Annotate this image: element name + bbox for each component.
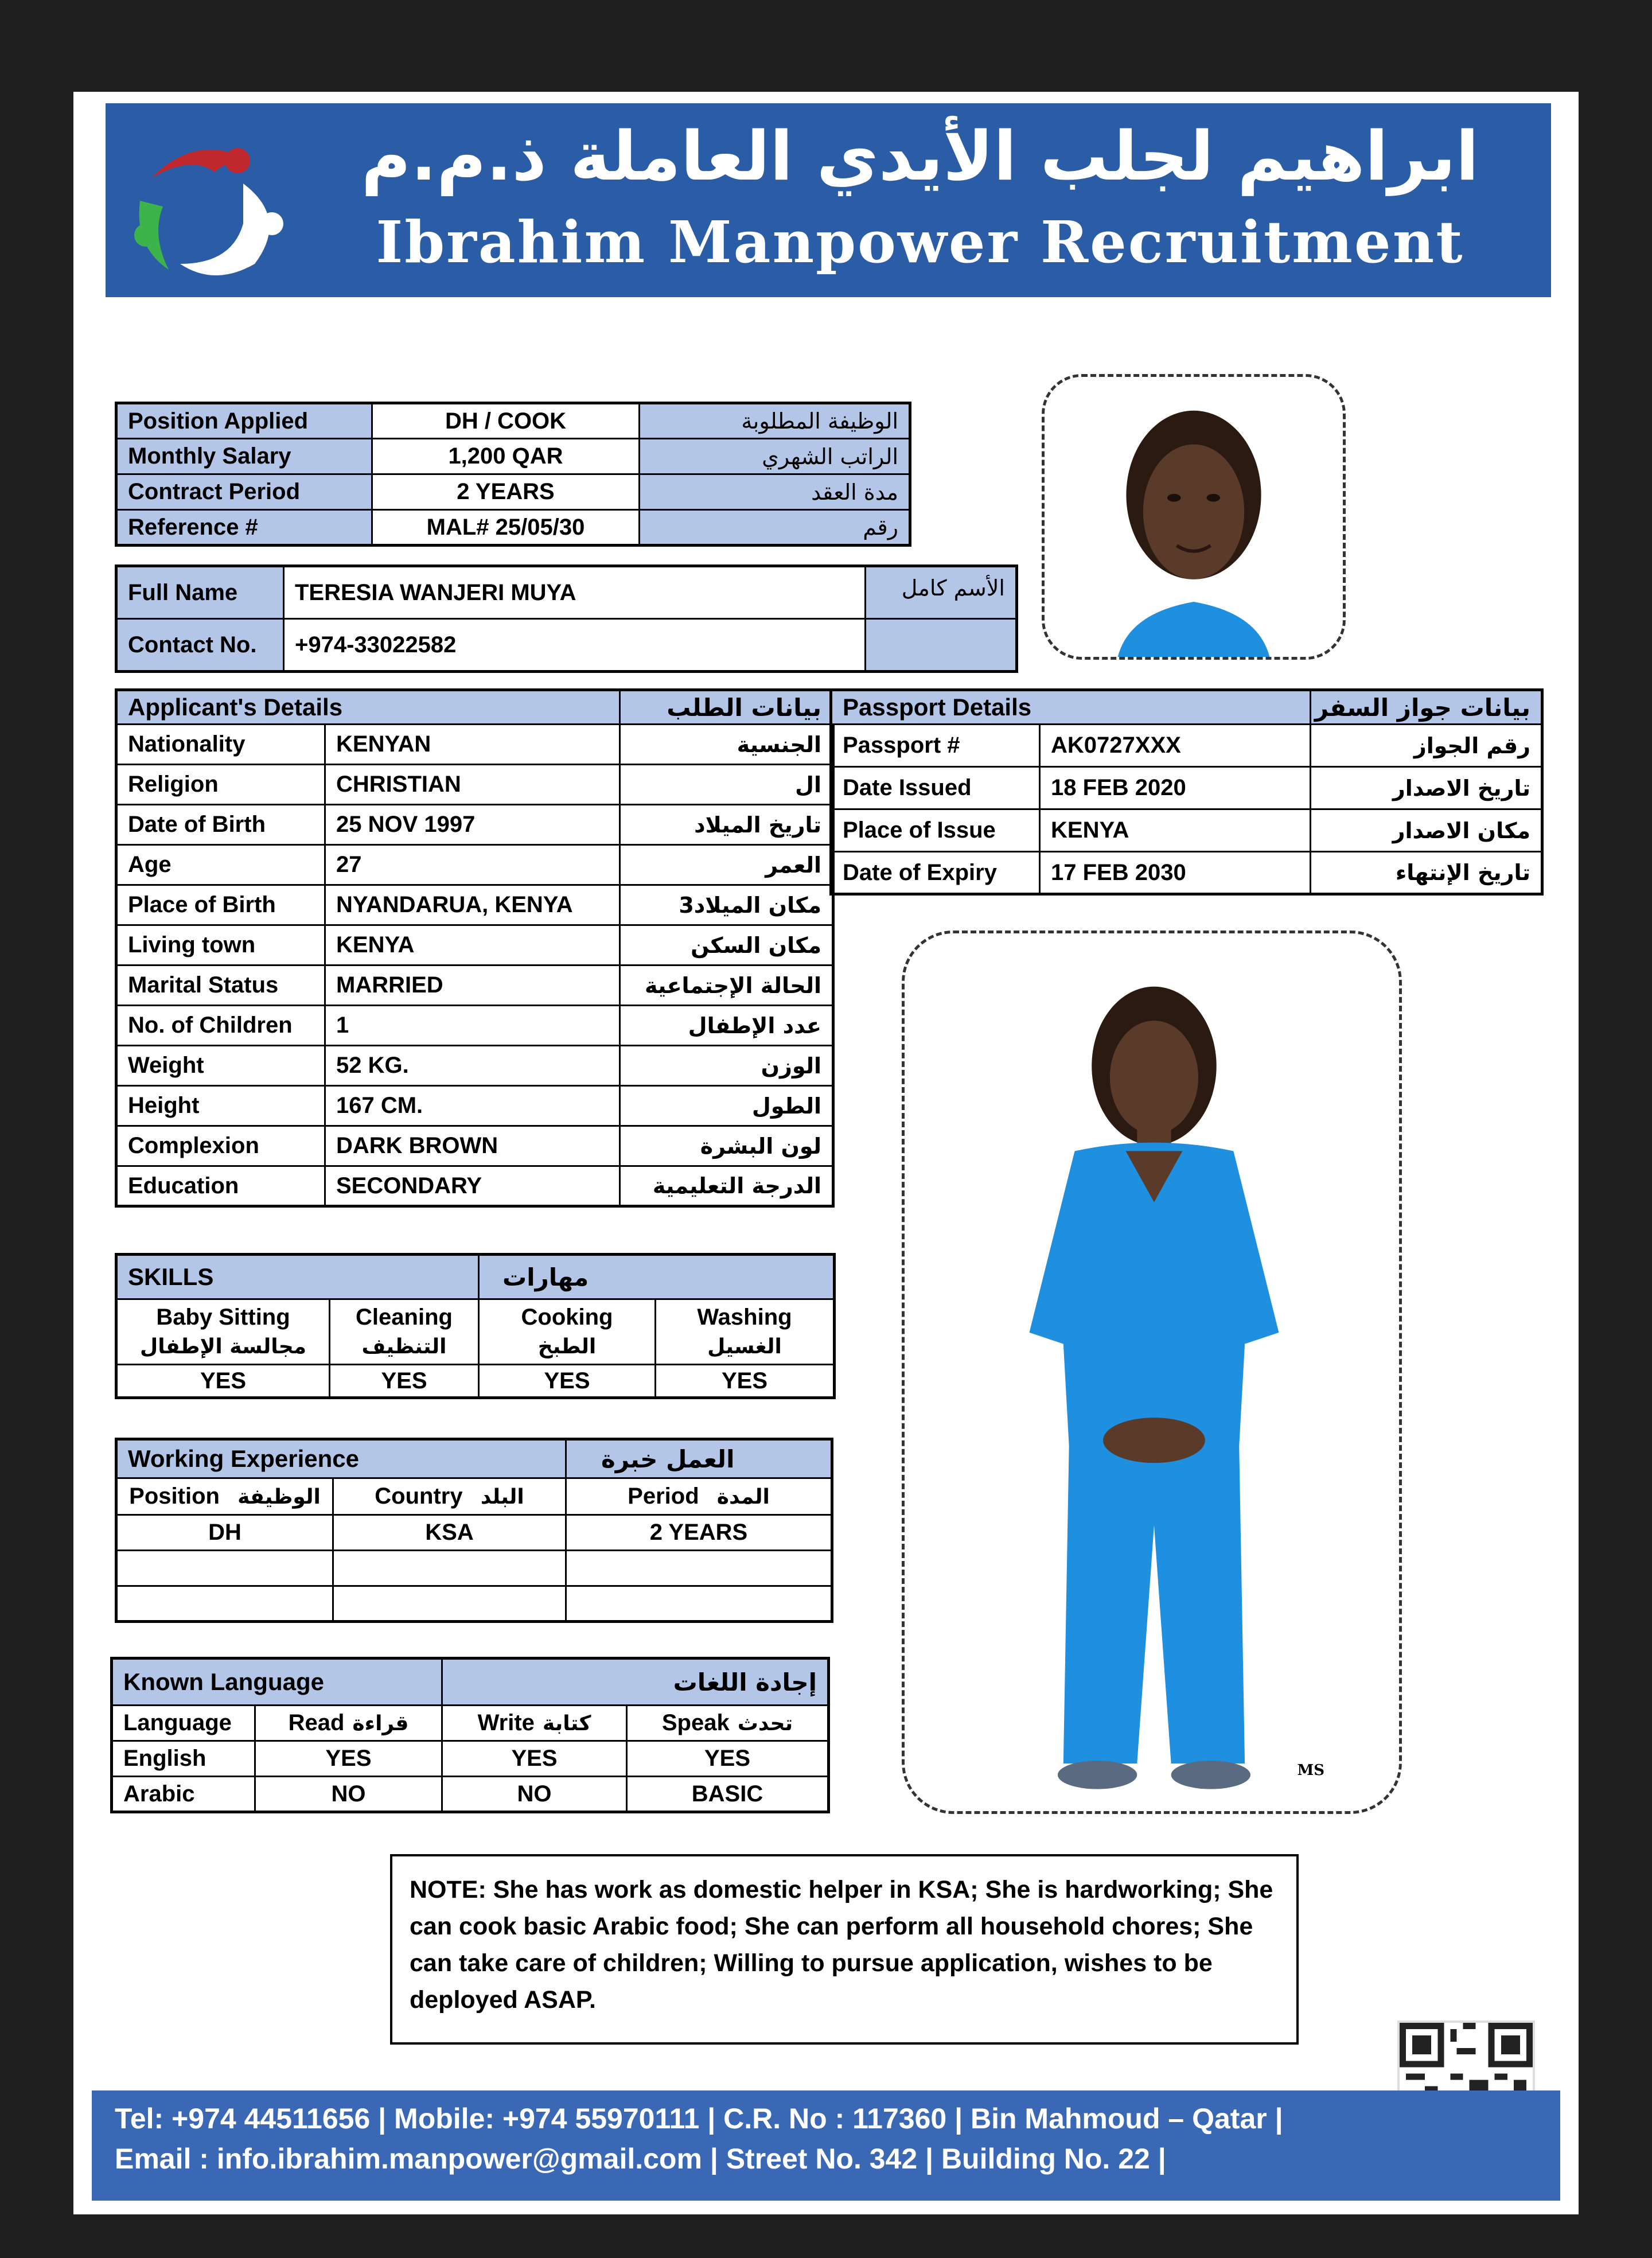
- field-value: CHRISTIAN: [325, 765, 620, 805]
- field-label: Monthly Salary: [116, 439, 372, 474]
- field-value: MARRIED: [325, 966, 620, 1006]
- position-row: [116, 403, 910, 439]
- portrait-photo: [1042, 374, 1346, 660]
- experience-row: [116, 1515, 832, 1551]
- column-header: [442, 1706, 627, 1741]
- full-name-value: TERESIA WANJERI MUYA: [284, 566, 866, 619]
- field-value: AK0727XXX: [1040, 725, 1311, 767]
- field-label: Passport #: [831, 725, 1040, 767]
- column-header-ar: قراءة: [352, 1712, 409, 1735]
- field-label-ar: الوظيفة المطلوبة: [640, 403, 910, 439]
- language-row: [112, 1741, 829, 1777]
- applicant-header-row: [116, 690, 833, 725]
- field-label: Complexion: [116, 1126, 325, 1166]
- experience-cell: [333, 1586, 566, 1622]
- skills-header-row: [116, 1255, 835, 1299]
- field-value: 27: [325, 845, 620, 885]
- column-header-ar: كتابة: [542, 1712, 591, 1735]
- column-header-en: Speak: [661, 1710, 730, 1735]
- field-label: Marital Status: [116, 966, 325, 1006]
- experience-cell: [116, 1551, 333, 1586]
- experience-header-row: [116, 1439, 832, 1478]
- company-name-arabic: ابراهيم لجلب الأيدي العاملة ذ.م.م: [361, 116, 1479, 196]
- language-cell: YES: [627, 1741, 829, 1777]
- skills-title-ar: مهارات: [479, 1255, 835, 1299]
- skill-name: [479, 1299, 656, 1365]
- passport-details-table: [829, 688, 1544, 896]
- field-value: 52 KG.: [325, 1046, 620, 1086]
- column-header-ar: المدة: [716, 1485, 770, 1509]
- experience-cell: [566, 1586, 832, 1622]
- languages-header-row: [112, 1659, 829, 1706]
- field-label-ar: مكان السكن: [620, 925, 833, 966]
- skill-value: YES: [116, 1365, 330, 1398]
- field-label-ar: الراتب الشهري: [640, 439, 910, 474]
- company-name-english: Ibrahim Manpower Recruitment W.L.L: [376, 208, 1464, 356]
- field-value: 1: [325, 1006, 620, 1046]
- column-header-en: Period: [628, 1484, 699, 1509]
- footer-email-line: Email : info.ibrahim.manpower@gmail.com | Street No. 342 | Building No. 22 |: [115, 2143, 1166, 2175]
- column-header-en: Language: [123, 1710, 232, 1735]
- applicant-title-ar: بيانات الطلب: [620, 690, 833, 725]
- experience-title: Working Experience: [116, 1439, 566, 1478]
- language-cell: NO: [442, 1777, 627, 1812]
- language-cell: English: [112, 1741, 255, 1777]
- column-header-ar: البلد: [480, 1485, 524, 1509]
- field-label-ar: تاريخ الميلاد: [620, 805, 833, 845]
- passport-row: [831, 852, 1542, 894]
- skills-values-row: [116, 1365, 835, 1398]
- field-label-ar: لون البشرة: [620, 1126, 833, 1166]
- field-value: SECONDARY: [325, 1166, 620, 1206]
- company-logo-icon: [128, 138, 301, 287]
- passport-header-row: [831, 690, 1542, 725]
- field-value: 25 NOV 1997: [325, 805, 620, 845]
- field-label-ar: رقم الجواز: [1311, 725, 1542, 767]
- column-header: [112, 1706, 255, 1741]
- applicant-row: [116, 885, 833, 925]
- experience-cell: 2 YEARS: [566, 1515, 832, 1551]
- applicant-title: Applicant's Details: [116, 690, 620, 725]
- applicant-row: [116, 925, 833, 966]
- passport-row: [831, 725, 1542, 767]
- applicant-row: [116, 765, 833, 805]
- note-box: NOTE: She has work as domestic helper in KSA; She is hardworking; She can cook basic Arabic food; She can perform all household chores; She can take care of children; Willing to pursue application, wishes to be deployed ASAP.: [390, 1854, 1299, 2045]
- experience-cell: [116, 1586, 333, 1622]
- field-label-ar: الوزن: [620, 1046, 833, 1086]
- field-label-ar: مكان الميلاد3: [620, 885, 833, 925]
- languages-columns-row: [112, 1706, 829, 1741]
- cv-page: [73, 92, 1579, 2214]
- footer-contact-bar: [92, 2090, 1560, 2201]
- position-row: [116, 474, 910, 510]
- field-label-ar: تاريخ الاصدار: [1311, 767, 1542, 809]
- passport-title-ar: بيانات جواز السفر: [1311, 690, 1542, 725]
- applicant-row: [116, 1126, 833, 1166]
- column-header-en: Write: [477, 1710, 535, 1735]
- experience-cell: [566, 1551, 832, 1586]
- languages-table: [110, 1657, 830, 1813]
- skills-table: [115, 1253, 836, 1399]
- field-label-ar: الطول: [620, 1086, 833, 1126]
- experience-title-ar: العمل خبرة: [566, 1439, 832, 1478]
- field-label-ar: الحالة الإجتماعية: [620, 966, 833, 1006]
- field-label: Nationality: [116, 725, 325, 765]
- field-label: Reference #: [116, 510, 372, 546]
- skill-value: YES: [330, 1365, 479, 1398]
- skill-name-ar: مجالسة الإطفال: [140, 1334, 306, 1358]
- full-name-label-ar: الأسم كامل: [866, 566, 1017, 619]
- position-row: [116, 510, 910, 546]
- applicant-row: [116, 1086, 833, 1126]
- experience-cell: [333, 1551, 566, 1586]
- skills-names-row: [116, 1299, 835, 1365]
- field-value: DH / COOK: [372, 403, 640, 439]
- column-header-en: Country: [375, 1484, 463, 1509]
- skill-name-en: Baby Sitting: [156, 1304, 290, 1330]
- contact-label-ar: [866, 619, 1017, 672]
- passport-title: Passport Details: [831, 690, 1311, 725]
- column-header-ar: تحدث: [737, 1712, 793, 1735]
- language-cell: Arabic: [112, 1777, 255, 1812]
- field-label: Place of Birth: [116, 885, 325, 925]
- passport-row: [831, 809, 1542, 852]
- skill-name: [116, 1299, 330, 1365]
- experience-table: [115, 1438, 833, 1623]
- skill-name: [656, 1299, 835, 1365]
- field-value: KENYAN: [325, 725, 620, 765]
- header-banner: [106, 103, 1551, 356]
- applicant-row: [116, 845, 833, 885]
- full-body-image: [905, 933, 1399, 1811]
- applicant-row: [116, 966, 833, 1006]
- applicant-row: [116, 1046, 833, 1086]
- field-value: 2 YEARS: [372, 474, 640, 510]
- field-label-ar: الجنسية: [620, 725, 833, 765]
- column-header: [627, 1706, 829, 1741]
- field-label: No. of Children: [116, 1006, 325, 1046]
- field-label-ar: عدد الإطفال: [620, 1006, 833, 1046]
- field-label: Position Applied: [116, 403, 372, 439]
- skill-name: [330, 1299, 479, 1365]
- skill-value: YES: [656, 1365, 835, 1398]
- field-label-ar: رقم: [640, 510, 910, 546]
- experience-cell: DH: [116, 1515, 333, 1551]
- photo-mark: MS: [1297, 1762, 1324, 1779]
- field-label: Date Issued: [831, 767, 1040, 809]
- experience-cell: KSA: [333, 1515, 566, 1551]
- passport-row: [831, 767, 1542, 809]
- field-value: 18 FEB 2020: [1040, 767, 1311, 809]
- experience-row: [116, 1551, 832, 1586]
- applicant-row: [116, 1166, 833, 1206]
- full-name-label: Full Name: [116, 566, 284, 619]
- position-table: [115, 402, 911, 547]
- language-row: [112, 1777, 829, 1812]
- field-label: Date of Birth: [116, 805, 325, 845]
- logo-text: IMR: [169, 194, 230, 231]
- field-label-ar: مكان الاصدار: [1311, 809, 1542, 852]
- contact-value: +974-33022582: [284, 619, 866, 672]
- field-label-ar: ال: [620, 765, 833, 805]
- field-value: 167 CM.: [325, 1086, 620, 1126]
- column-header-en: Read: [288, 1710, 345, 1735]
- portrait-image: [1045, 377, 1343, 657]
- column-header: [333, 1478, 566, 1515]
- field-label: Date of Expiry: [831, 852, 1040, 894]
- column-header-en: Position: [129, 1484, 220, 1509]
- field-label: Height: [116, 1086, 325, 1126]
- skill-name-en: Washing: [697, 1304, 792, 1330]
- field-label-ar: الدرجة التعليمية: [620, 1166, 833, 1206]
- field-value: NYANDARUA, KENYA: [325, 885, 620, 925]
- column-header-ar: الوظيفة: [237, 1485, 321, 1509]
- column-header: [116, 1478, 333, 1515]
- field-value: KENYA: [325, 925, 620, 966]
- field-label-ar: العمر: [620, 845, 833, 885]
- skill-name-en: Cooking: [521, 1304, 613, 1330]
- field-label: Religion: [116, 765, 325, 805]
- field-value: MAL# 25/05/30: [372, 510, 640, 546]
- full-body-photo: [902, 931, 1402, 1814]
- identity-table: [115, 564, 1018, 673]
- field-label: Weight: [116, 1046, 325, 1086]
- experience-columns-row: [116, 1478, 832, 1515]
- languages-title: Known Language: [112, 1659, 442, 1706]
- language-cell: YES: [255, 1741, 442, 1777]
- field-label-ar: تاريخ الإنتهاء: [1311, 852, 1542, 894]
- footer-phone-line: Tel: +974 44511656 | Mobile: +974 55970111 | C.R. No : 117360 | Bin Mahmoud – Qatar |: [115, 2103, 1283, 2135]
- field-value: 1,200 QAR: [372, 439, 640, 474]
- skill-name-ar: التنظيف: [361, 1334, 447, 1358]
- skill-value: YES: [479, 1365, 656, 1398]
- skill-name-ar: الطبخ: [537, 1334, 597, 1358]
- applicant-row: [116, 805, 833, 845]
- skill-name-en: Cleaning: [356, 1304, 453, 1330]
- applicant-details-table: [115, 688, 835, 1208]
- language-cell: YES: [442, 1741, 627, 1777]
- field-label: Age: [116, 845, 325, 885]
- field-label: Contract Period: [116, 474, 372, 510]
- field-value: KENYA: [1040, 809, 1311, 852]
- field-label: Place of Issue: [831, 809, 1040, 852]
- language-cell: NO: [255, 1777, 442, 1812]
- applicant-row: [116, 725, 833, 765]
- field-label-ar: مدة العقد: [640, 474, 910, 510]
- contact-label: Contact No.: [116, 619, 284, 672]
- skills-title: SKILLS: [116, 1255, 479, 1299]
- experience-row: [116, 1586, 832, 1622]
- field-value: DARK BROWN: [325, 1126, 620, 1166]
- field-value: 17 FEB 2030: [1040, 852, 1311, 894]
- field-label: Education: [116, 1166, 325, 1206]
- field-label: Living town: [116, 925, 325, 966]
- column-header: [566, 1478, 832, 1515]
- languages-title-ar: إجادة اللغات: [442, 1659, 829, 1706]
- language-cell: BASIC: [627, 1777, 829, 1812]
- applicant-row: [116, 1006, 833, 1046]
- column-header: [255, 1706, 442, 1741]
- skill-name-ar: الغسيل: [707, 1334, 782, 1358]
- position-row: [116, 439, 910, 474]
